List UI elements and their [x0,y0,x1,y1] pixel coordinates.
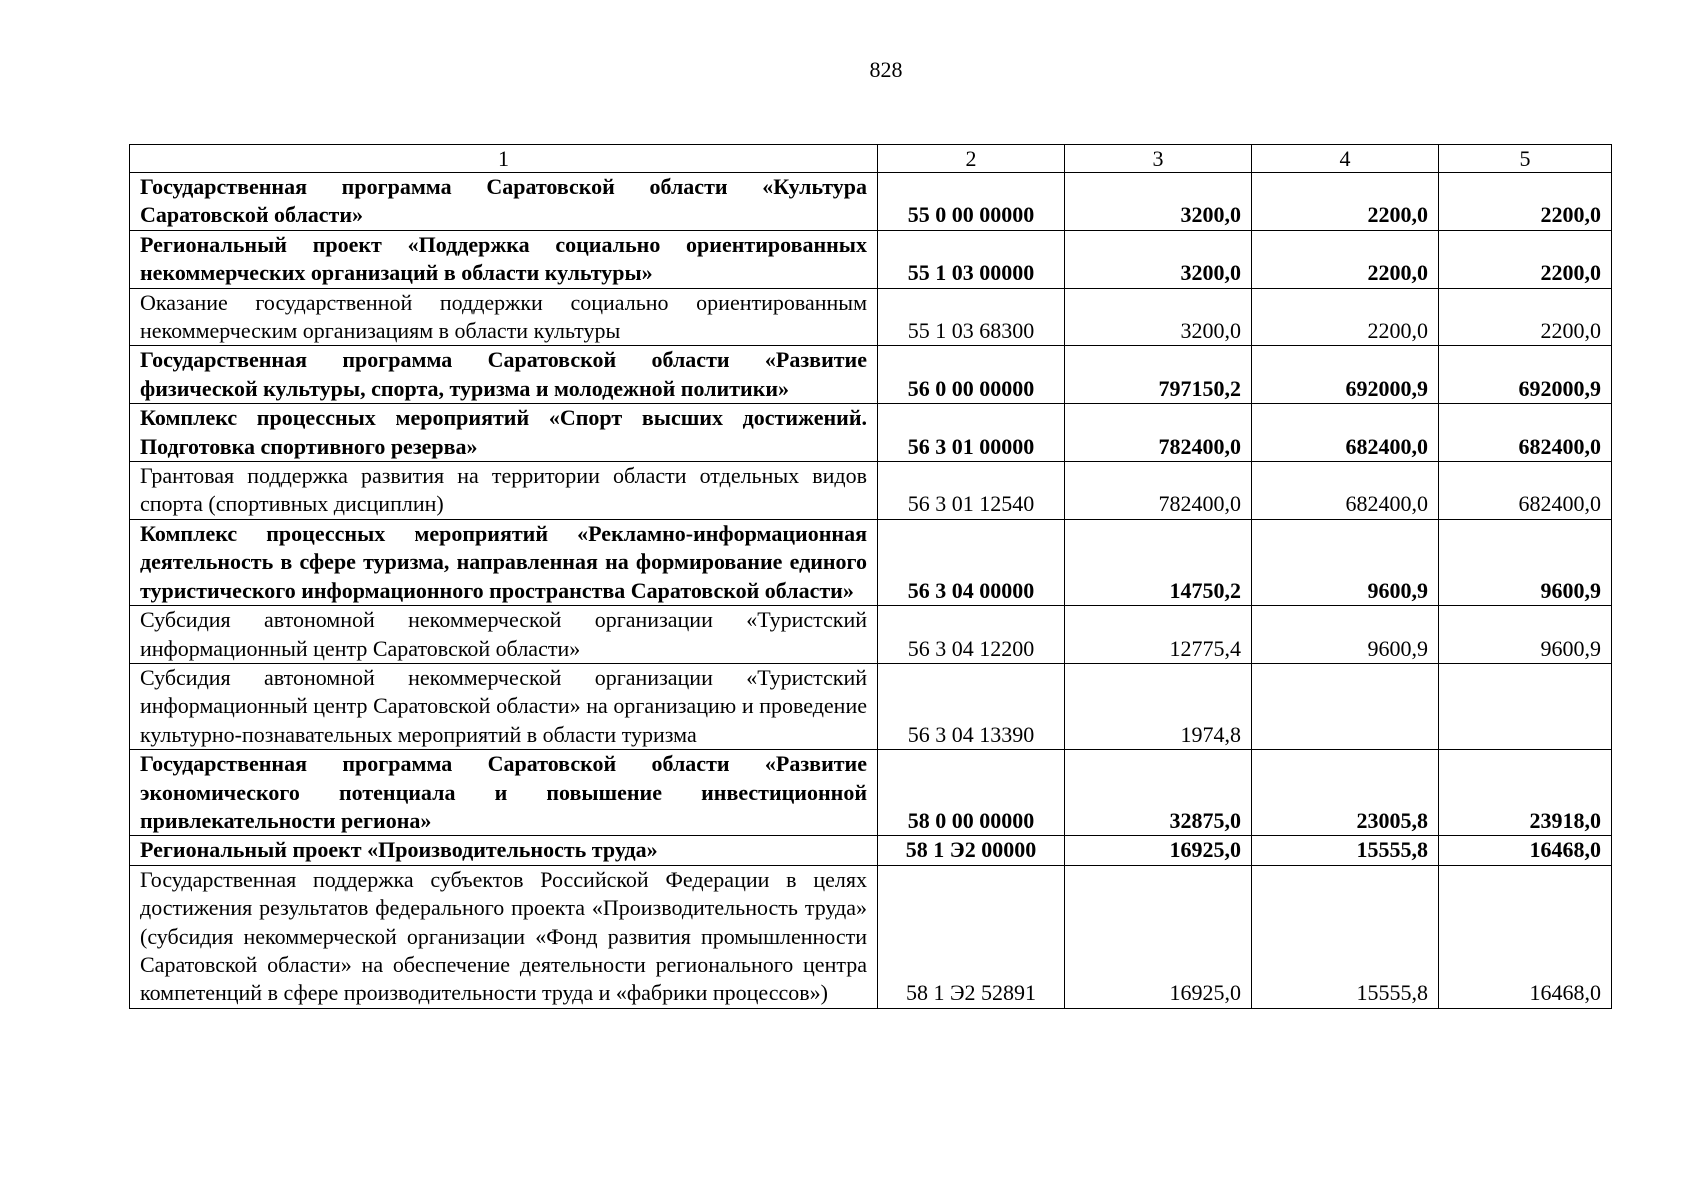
row-name: Субсидия автономной некоммерческой организации «Туристский информационный центр Саратовской области» на организацию и проведение культурно-познавательных мероприятий в области туризма [130,663,878,749]
row-value-3: 16925,0 [1065,836,1252,865]
row-name: Государственная программа Саратовской области «Развитие физической культуры, спорта, туризма и молодежной политики» [130,346,878,404]
row-name: Оказание государственной поддержки социально ориентированным некоммерческим организациям в области культуры [130,288,878,346]
header-cell-2: 2 [878,145,1065,173]
header-cell-1: 1 [130,145,878,173]
header-cell-4: 4 [1252,145,1439,173]
row-value-3: 16925,0 [1065,865,1252,1008]
table-row [130,346,1612,404]
table-row [130,606,1612,664]
table-row [130,836,1612,865]
table-row [130,288,1612,346]
row-code: 55 0 00 00000 [878,173,1065,231]
row-name: Государственная поддержка субъектов Российской Федерации в целях достижения результатов федерального проекта «Производительность труда» (субсидия некоммерческой организации «Фонд развития промышленности Саратовской области» на обеспечение деятельности регионального центра компетенций в сфере производительности труда и «фабрики процессов») [130,865,878,1008]
row-name: Региональный проект «Поддержка социально ориентированных некоммерческих организаций в области культуры» [130,230,878,288]
row-value-5: 682400,0 [1439,462,1612,520]
row-value-4: 2200,0 [1252,230,1439,288]
row-value-3: 1974,8 [1065,663,1252,749]
row-value-5: 9600,9 [1439,606,1612,664]
row-value-3: 32875,0 [1065,750,1252,836]
row-value-3: 782400,0 [1065,462,1252,520]
row-value-3: 3200,0 [1065,173,1252,231]
row-value-5: 16468,0 [1439,836,1612,865]
row-code: 58 0 00 00000 [878,750,1065,836]
table-row [130,663,1612,749]
row-value-5: 2200,0 [1439,288,1612,346]
row-value-4: 9600,9 [1252,606,1439,664]
row-code: 56 3 04 12200 [878,606,1065,664]
row-code: 58 1 Э2 00000 [878,836,1065,865]
row-name: Субсидия автономной некоммерческой организации «Туристский информационный центр Саратовской области» [130,606,878,664]
row-code: 55 1 03 00000 [878,230,1065,288]
header-cell-3: 3 [1065,145,1252,173]
row-value-4: 9600,9 [1252,519,1439,605]
row-value-3: 797150,2 [1065,346,1252,404]
row-value-5: 682400,0 [1439,404,1612,462]
row-value-5: 692000,9 [1439,346,1612,404]
row-code: 56 0 00 00000 [878,346,1065,404]
row-value-3: 3200,0 [1065,230,1252,288]
row-value-3: 12775,4 [1065,606,1252,664]
row-code: 56 3 01 12540 [878,462,1065,520]
row-value-3: 782400,0 [1065,404,1252,462]
row-value-4: 682400,0 [1252,462,1439,520]
row-name: Грантовая поддержка развития на территории области отдельных видов спорта (спортивных дисциплин) [130,462,878,520]
row-value-5: 2200,0 [1439,173,1612,231]
row-code: 58 1 Э2 52891 [878,865,1065,1008]
row-code: 56 3 01 00000 [878,404,1065,462]
row-code: 55 1 03 68300 [878,288,1065,346]
row-value-4: 2200,0 [1252,288,1439,346]
row-value-4: 15555,8 [1252,836,1439,865]
row-value-5: 23918,0 [1439,750,1612,836]
table-row [130,173,1612,231]
row-name: Региональный проект «Производительность труда» [130,836,878,865]
row-name: Государственная программа Саратовской области «Культура Саратовской области» [130,173,878,231]
row-code: 56 3 04 00000 [878,519,1065,605]
table-row [130,519,1612,605]
row-value-5: 9600,9 [1439,519,1612,605]
row-code: 56 3 04 13390 [878,663,1065,749]
table-row [130,230,1612,288]
table-row [130,462,1612,520]
header-cell-5: 5 [1439,145,1612,173]
page-number: 828 [869,57,903,82]
table-row [130,865,1612,1008]
row-value-4: 692000,9 [1252,346,1439,404]
budget-table [129,144,1612,1009]
row-value-5 [1439,663,1612,749]
row-value-4: 23005,8 [1252,750,1439,836]
row-name: Государственная программа Саратовской области «Развитие экономического потенциала и повышение инвестиционной привлекательности региона» [130,750,878,836]
row-name: Комплекс процессных мероприятий «Спорт высших достижений. Подготовка спортивного резерва» [130,404,878,462]
row-value-4 [1252,663,1439,749]
table-header-row [130,145,1612,173]
row-value-4: 15555,8 [1252,865,1439,1008]
table-row [130,750,1612,836]
row-value-3: 14750,2 [1065,519,1252,605]
row-value-5: 16468,0 [1439,865,1612,1008]
row-value-3: 3200,0 [1065,288,1252,346]
row-value-5: 2200,0 [1439,230,1612,288]
table-row [130,404,1612,462]
row-value-4: 2200,0 [1252,173,1439,231]
row-value-4: 682400,0 [1252,404,1439,462]
row-name: Комплекс процессных мероприятий «Рекламно-информационная деятельность в сфере туризма, направленная на формирование единого туристического информационного пространства Саратовской области» [130,519,878,605]
